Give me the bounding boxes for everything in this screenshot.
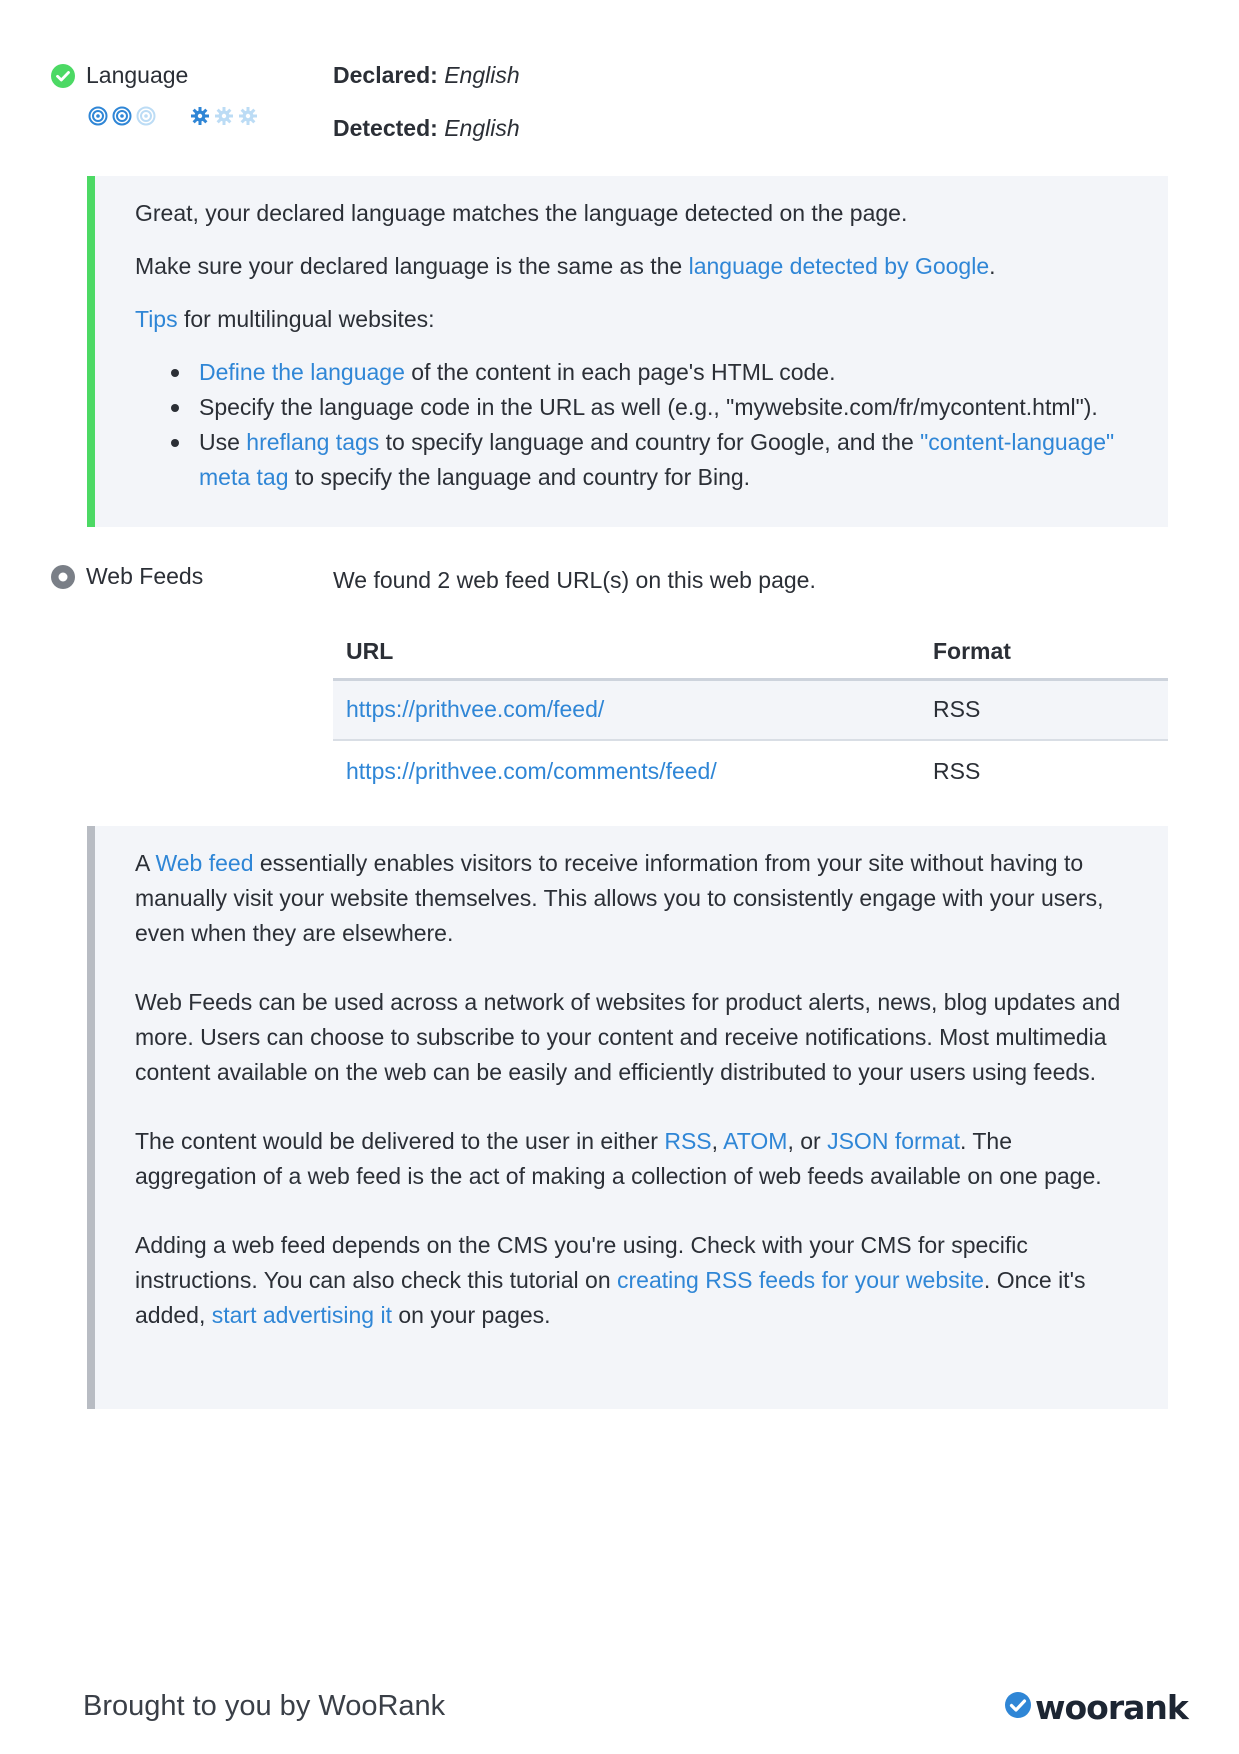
language-detected-by-google-link[interactable]: language detected by Google: [688, 253, 990, 279]
declared-language: [333, 62, 520, 89]
json-format-link[interactable]: JSON format: [827, 1128, 961, 1154]
woorank-check-icon: [1003, 1690, 1033, 1725]
table-row: [333, 740, 1168, 801]
detected-value: English: [444, 115, 520, 141]
creating-rss-feeds-link[interactable]: creating RSS feeds for your website: [617, 1267, 984, 1293]
feed-url-link[interactable]: https://prithvee.com/comments/feed/: [346, 757, 717, 784]
feed-url-link[interactable]: https://prithvee.com/feed/: [346, 696, 605, 723]
tips-text: Tips for multilingual websites:: [135, 306, 435, 332]
column-header-url: URL: [333, 625, 920, 679]
web-feed-paragraph-4: Adding a web feed depends on the CMS you're using. Check with your CMS for specific instructions. You can also check this tutorial on creating RSS feeds for your website. Once it's added, start advertising it on your pages.: [135, 1232, 1086, 1328]
table-row: [333, 679, 1168, 740]
target-icon: [112, 106, 132, 131]
web-feeds-table: [333, 625, 1168, 801]
feed-format: RSS: [920, 679, 1168, 740]
feed-format: RSS: [933, 757, 981, 784]
language-match-text: Great, your declared language matches the language detected on the page.: [135, 200, 908, 226]
tips-link[interactable]: Tips: [135, 306, 178, 332]
gear-icon: [190, 106, 210, 131]
web-feed-paragraph-3: The content would be delivered to the user in either RSS, ATOM, or JSON format. The aggregation of a web feed is the act of making a collection of web feeds available on one page.: [135, 1128, 1102, 1189]
woorank-logo: [1003, 1688, 1188, 1727]
rss-link[interactable]: RSS: [664, 1128, 712, 1154]
web-feeds-info-box: [87, 826, 1168, 1409]
hreflang-tags-link[interactable]: hreflang tags: [246, 429, 380, 455]
neutral-status-icon: [50, 564, 76, 590]
atom-link[interactable]: ATOM: [723, 1128, 788, 1154]
web-feeds-intro: We found 2 web feed URL(s) on this web page.: [333, 567, 816, 593]
table-header-row: [333, 625, 1168, 679]
language-google-text: Make sure your declared language is the same as the language detected by Google.: [135, 253, 996, 279]
web-feeds-title: Web Feeds: [86, 563, 204, 589]
target-icon: [88, 106, 108, 131]
target-icon-inactive: [136, 106, 156, 131]
gear-icon-inactive: [214, 106, 234, 131]
define-language-link[interactable]: Define the language: [199, 359, 405, 385]
woorank-wordmark: woorank: [1035, 1688, 1188, 1727]
start-advertising-link[interactable]: start advertising it: [211, 1302, 392, 1328]
list-item: Use hreflang tags to specify language and country for Google, and the "content-language" meta tag to specify the language and country for Bing.: [135, 425, 1138, 495]
language-criterion-title: [50, 62, 188, 89]
web-feed-paragraph-2: Web Feeds can be used across a network of websites for product alerts, news, blog updates and more. Users can choose to subscribe to your content and receive notifications. Most multimedia content available on the web can be easily and efficiently distributed to your users using feeds.: [135, 989, 1121, 1085]
list-item: Specify the language code in the URL as well (e.g., "mywebsite.com/fr/mycontent.html").: [135, 390, 1138, 425]
check-circle-icon: [50, 63, 76, 89]
detected-label: Detected:: [333, 115, 438, 141]
detected-language: [333, 115, 520, 142]
language-title: Language: [86, 62, 189, 88]
footer-credit: Brought to you by WooRank: [83, 1690, 446, 1722]
language-advice-box: [87, 176, 1168, 527]
content-language-meta-tag-link[interactable]: "content-language" meta tag: [199, 429, 1115, 490]
web-feed-paragraph-1: A Web feed essentially enables visitors to receive information from your site without having to manually visit your website themselves. This allows you to consistently engage with your users, even when they are elsewhere.: [135, 850, 1104, 946]
gear-icon-inactive: [238, 106, 258, 131]
list-item: Define the language of the content in each page's HTML code.: [135, 355, 1138, 390]
tips-list: [135, 355, 1138, 495]
column-header-format: Format: [920, 625, 1168, 679]
declared-label: Declared:: [333, 62, 438, 88]
language-ratings: [88, 106, 258, 131]
web-feed-link[interactable]: Web feed: [155, 850, 254, 876]
declared-value: English: [444, 62, 520, 88]
web-feeds-criterion-title: [50, 563, 203, 590]
